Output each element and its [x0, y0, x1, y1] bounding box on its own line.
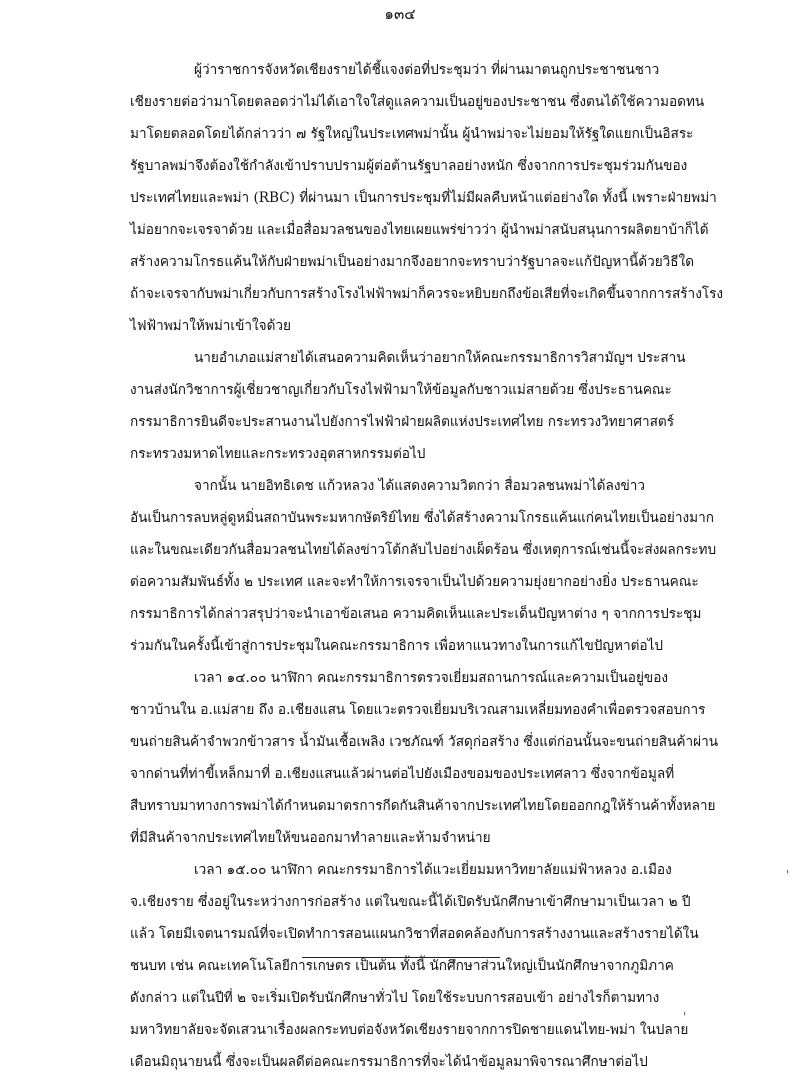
- paragraph: [130, 854, 710, 1078]
- paragraph: [130, 54, 724, 342]
- text-line: งานส่งนักวิชาการผู้เชี่ยวชาญเกี่ยวกับโรงไฟฟ้ามาให้ข้อมูลกับชาวแม่สายด้วย ซึ่งประธานคณะ: [130, 382, 672, 398]
- text-line: แล้ว โดยมีเจตนารมณ์ที่จะเปิดทำการสอนแผนกวิชาที่สอดคล้องกับการสร้างงานและสร้างรายได้ใน: [130, 926, 699, 942]
- text-line: ไฟฟ้าพม่าให้พม่าเข้าใจด้วย: [130, 318, 292, 334]
- text-line: ประเทศไทยและพม่า (RBC) ที่ผ่านมา เป็นการประชุมที่ไม่มีผลคืบหน้าแต่อย่างใด ทั้งนี้ เพราะฝ่ายพม่า: [130, 190, 717, 206]
- text-line: เดือนมิถุนายนนี้ ซึ่งจะเป็นผลดีต่อคณะกรรมาธิการที่จะได้นำข้อมูลมาพิจารณาศึกษาต่อไป: [130, 1054, 648, 1070]
- text-line: ที่มีสินค้าจากประเทศไทยให้ขนออกมาทำลายและห้ามจำหน่าย: [130, 830, 491, 846]
- page-number: ๑๓๔: [384, 5, 416, 23]
- text-line: กระทรวงมหาดไทยและกระทรวงอุตสาหกรรมต่อไป: [130, 446, 426, 462]
- closing-divider: [302, 957, 500, 958]
- text-line: เวลา ๑๔.๐๐ นาฬิกา คณะกรรมาธิการตรวจเยี่ยมสถานการณ์และความเป็นอยู่ของ: [194, 670, 669, 686]
- text-line: ถ้าจะเจรจากับพม่าเกี่ยวกับการสร้างโรงไฟฟ้าพม่าก็ควรจะหยิบยกถึงข้อเสียที่จะเกิดขึ้นจากการสร้างโรง: [130, 286, 724, 302]
- text-line: มหาวิทยาลัยจะจัดเสวนาเรื่องผลกระทบต่อจังหวัดเชียงรายจากการปิดชายแดนไทย-พม่า ในปลาย: [130, 1022, 689, 1038]
- text-line: ไม่อยากจะเจรจาด้วย และเมื่อสื่อมวลชนของไทยเผยแพร่ข่าวว่า ผู้นำพม่าสนับสนุนการผลิตยาบ้าก็ได้: [130, 222, 709, 238]
- text-line: เวลา ๑๕.๐๐ นาฬิกา คณะกรรมาธิการได้แวะเยี่ยมมหาวิทยาลัยแม่ฟ้าหลวง อ.เมือง: [194, 862, 672, 878]
- text-line: จ.เชียงราย ซึ่งอยู่ในระหว่างการก่อสร้าง แต่ในขณะนี้ได้เปิดรับนักศึกษาเข้าศึกษามาเป็นเวลา ๒ ปี: [130, 894, 691, 910]
- text-line: ดังกล่าว แต่ในปีที่ ๒ จะเริ่มเปิดรับนักศึกษาทั่วไป โดยใช้ระบบการสอบเข้า อย่างไรก็ตามทาง: [130, 990, 660, 1006]
- text-line: สร้างความโกรธแค้นให้กับฝ่ายพม่าเป็นอย่างมากจึงอยากจะทราบว่ารัฐบาลจะแก้ปัญหานี้ด้วยวิธีใด: [130, 254, 695, 270]
- paragraph: [130, 662, 719, 854]
- text-line: กรรมาธิการได้กล่าวสรุปว่าจะนำเอาข้อเสนอ ความคิดเห็นและประเด็นปัญหาต่าง ๆ จากการประชุม: [130, 606, 702, 622]
- text-line: ต่อความสัมพันธ์ทั้ง ๒ ประเทศ และจะทำให้การเจรจาเป็นไปด้วยความยุ่งยากอย่างยิ่ง ประธานคณะ: [130, 574, 699, 590]
- text-line: กรรมาธิการยินดีจะประสานงานไปยังการไฟฟ้าฝ่ายผลิตแห่งประเทศไทย กระทรวงวิทยาศาสตร์: [130, 414, 675, 430]
- text-line: ชนบท เช่น คณะเทคโนโลยีการเกษตร เป็นต้น ทั้งนี้ นักศึกษาส่วนใหญ่เป็นนักศึกษาจากภูมิภาค: [130, 958, 674, 974]
- text-line: จากนั้น นายอิทธิเดช แก้วหลวง ได้แสดงความวิตกว่า สื่อมวลชนพม่าได้ลงข่าว: [194, 478, 646, 494]
- text-line: และในขณะเดียวกันสื่อมวลชนไทยได้ลงข่าวโต้กลับไปอย่างเผ็ดร้อน ซึ่งเหตุการณ์เช่นนี้จะส่งผลกระทบ: [130, 542, 717, 558]
- document-body: [130, 54, 724, 1078]
- text-line: ร่วมกันในครั้งนี้เข้าสู่การประชุมในคณะกรรมาธิการ เพื่อหาแนวทางในการแก้ไขปัญหาต่อไป: [130, 638, 664, 654]
- text-line: ขนถ่ายสินค้าจำพวกข้าวสาร น้ำมันเชื้อเพลิง เวชภัณฑ์ วัสดุก่อสร้าง ซึ่งแต่ก่อนนั้นจะขนถ่ายสินค้าผ่าน: [130, 734, 719, 750]
- text-line: ผู้ว่าราชการจังหวัดเชียงรายได้ชี้แจงต่อที่ประชุมว่า ที่ผ่านมาตนถูกประชาชนชาว: [194, 62, 660, 78]
- text-line: ชาวบ้านใน อ.แม่สาย ถึง อ.เชียงแสน โดยแวะตรวจเยี่ยมบริเวณสามเหลี่ยมทองคำเพื่อตรวจสอบการ: [130, 702, 706, 718]
- scan-mark: ': [786, 868, 790, 882]
- text-line: อันเป็นการลบหลู่ดูหมิ่นสถาบันพระมหากษัตริย์ไทย ซึ่งได้สร้างความโกรธแค้นแก่คนไทยเป็นอย่างมาก: [130, 510, 714, 526]
- text-line: นายอำเภอแม่สายได้เสนอความคิดเห็นว่าอยากให้คณะกรรมาธิการวิสามัญฯ ประสาน: [194, 350, 686, 366]
- text-line: เชียงรายต่อว่ามาโดยตลอดว่าไม่ได้เอาใจใส่ดูแลความเป็นอยู่ของประชาชน ซึ่งตนได้ใช้ความอดทน: [130, 94, 705, 110]
- text-line: สืบทราบมาทางการพม่าได้กำหนดมาตรการกีดกันสินค้าจากประเทศไทยโดยออกกฎให้ร้านค้าทั้งหลาย: [130, 798, 716, 814]
- text-line: รัฐบาลพม่าจึงต้องใช้กำลังเข้าปราบปรามผู้ต่อต้านรัฐบาลอย่างหนัก ซึ่งจากการประชุมร่วมกันของ: [130, 158, 688, 174]
- paragraph: [130, 470, 717, 662]
- text-line: จากด่านที่ท่าขี้เหล็กมาที่ อ.เชียงแสนแล้วผ่านต่อไปยังเมืองขอมของประเทศลาว ซึ่งจากข้อมูลที่: [130, 766, 675, 782]
- scan-mark: ': [683, 1010, 687, 1024]
- text-line: มาโดยตลอดโดยได้กล่าวว่า ๗ รัฐใหญ่ในประเทศพม่านั้น ผู้นำพม่าจะไม่ยอมให้รัฐใดแยกเป็นอิสระ: [130, 126, 694, 142]
- paragraph: [130, 342, 710, 470]
